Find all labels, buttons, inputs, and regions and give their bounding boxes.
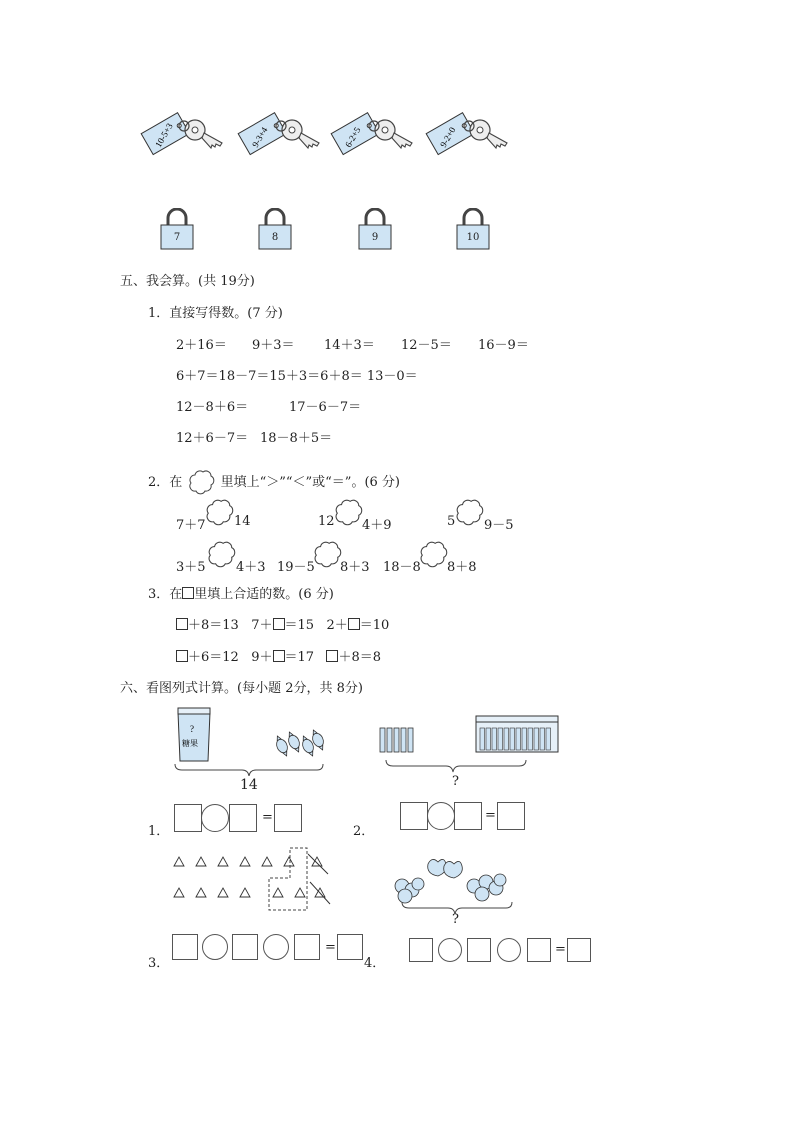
key-3: [331, 113, 412, 155]
equals-sign: =: [555, 942, 566, 957]
answer-square[interactable]: [273, 618, 285, 630]
label-4: 4．: [364, 956, 386, 971]
fruit-picture: [388, 852, 518, 916]
pencil-picture: [376, 714, 562, 774]
answer-square[interactable]: [176, 650, 188, 662]
cloud-answer-box[interactable]: [204, 496, 234, 526]
q2-left: 5: [447, 514, 456, 529]
q3-prefix: 3．在: [148, 587, 183, 602]
q1-row2: 6＋7＝18－7＝15＋3＝6＋8＝ 13－0＝: [176, 369, 418, 384]
answer-box[interactable]: [172, 934, 198, 960]
brace: [386, 760, 526, 772]
section5-title: 五、我会算。(共 19分): [120, 274, 255, 289]
q2-suffix: 里填上“＞”“＜”或“＝”。(6 分): [220, 475, 400, 490]
candy-icon: [273, 728, 327, 758]
q1-item: 12－8＋6＝: [176, 400, 249, 415]
q1-item: 17－6－7＝: [289, 400, 362, 415]
lock-icon: [258, 208, 292, 250]
fruit-icon: [395, 874, 506, 903]
operator-circle[interactable]: [427, 802, 455, 830]
candy-bag-label: 糖果: [182, 739, 198, 748]
q2-right: 4＋3: [236, 560, 266, 575]
q3-suffix: 里填上合适的数。(6 分): [194, 587, 334, 602]
key-2: [238, 113, 319, 155]
loose-pencils-icon: [380, 728, 413, 752]
q3-text: ＋6＝12: [188, 650, 239, 665]
q3-text: 7＋: [251, 618, 273, 633]
key-label-2: 9-3+4: [250, 125, 270, 149]
key-label-1: 10-5+3: [153, 121, 175, 149]
p2-total: ?: [452, 774, 459, 789]
key-label-3: 6-2+5: [343, 125, 363, 149]
answer-square[interactable]: [273, 650, 285, 662]
p4-total: ?: [452, 912, 459, 927]
lock-10: [456, 208, 490, 250]
answer-square[interactable]: [348, 618, 360, 630]
answer-box[interactable]: [567, 938, 591, 962]
answer-box[interactable]: [400, 802, 428, 830]
q3-text: ＋8＝13: [188, 618, 239, 633]
operator-circle[interactable]: [202, 934, 228, 960]
q2-left: 12: [318, 514, 335, 529]
q2-left: 18－8: [383, 560, 421, 575]
q3-text: ＝10: [359, 618, 390, 633]
dashed-region: [269, 848, 307, 910]
answer-box[interactable]: [274, 804, 302, 832]
q1-title: 1．直接写得数。(7 分): [148, 306, 283, 321]
answer-box[interactable]: [497, 802, 525, 830]
label-1: 1．: [148, 824, 170, 839]
q1-item: 12－5＝: [401, 338, 452, 353]
pencil-box-icon: [476, 716, 558, 752]
lock-number: 10: [466, 232, 480, 243]
q2-left: 19－5: [277, 560, 315, 575]
triangles-picture: [168, 846, 336, 914]
equals-sign: =: [262, 810, 273, 825]
operator-circle[interactable]: [438, 938, 462, 962]
answer-box[interactable]: [174, 804, 202, 832]
q2-title: [148, 467, 400, 495]
cloud-answer-box[interactable]: [312, 538, 342, 568]
lock-9: [358, 208, 392, 250]
keys-illustration: [140, 100, 540, 170]
lock-7: [160, 208, 194, 250]
label-3: 3．: [148, 956, 170, 971]
lock-icon: [160, 208, 194, 250]
lock-icon: [456, 208, 490, 250]
operator-circle[interactable]: [263, 934, 289, 960]
q2-right: 14: [234, 514, 251, 529]
q1-item: 2＋16＝: [176, 338, 227, 353]
equals-sign: =: [485, 808, 496, 823]
cloud-icon: [187, 467, 215, 495]
q2-right: 4＋9: [362, 518, 392, 533]
answer-box[interactable]: [454, 802, 482, 830]
lock-number: 7: [173, 232, 181, 243]
strawberry-icon: [428, 859, 463, 878]
q1-item: 12＋6－7＝: [176, 431, 249, 446]
q2-right: 8＋8: [447, 560, 477, 575]
q3-text: 2＋: [326, 618, 348, 633]
candy-bag-icon: [178, 708, 210, 761]
q1-item: 16－9＝: [478, 338, 529, 353]
operator-circle[interactable]: [201, 804, 229, 832]
answer-box[interactable]: [527, 938, 551, 962]
square-icon: [182, 587, 194, 599]
answer-box[interactable]: [337, 934, 363, 960]
q2-right: 9－5: [484, 518, 514, 533]
key-1: [141, 113, 222, 155]
q2-right: 8＋3: [340, 560, 370, 575]
cloud-answer-box[interactable]: [418, 538, 448, 568]
answer-square[interactable]: [326, 650, 338, 662]
section6-title: 六、看图列式计算。(每小题 2分，共 8分): [120, 681, 363, 696]
lock-icon: [358, 208, 392, 250]
q3-text: ＝15: [284, 618, 315, 633]
q1-item: 18－8＋5＝: [260, 431, 333, 446]
candy-picture: [172, 706, 327, 776]
lock-number: 8: [271, 232, 279, 243]
answer-square[interactable]: [176, 618, 188, 630]
q3-title: [148, 583, 334, 602]
q2-left: 3＋5: [176, 560, 206, 575]
lock-number: 9: [371, 232, 379, 243]
cloud-answer-box[interactable]: [206, 538, 236, 568]
p1-total: 14: [240, 777, 258, 793]
q3-text: ＝17: [284, 650, 315, 665]
candy-bag-question: ?: [190, 724, 194, 734]
q3-row: [176, 614, 389, 633]
answer-box[interactable]: [232, 934, 258, 960]
equals-sign: =: [325, 940, 336, 955]
brace: [175, 764, 323, 776]
q1-item: 9＋3＝: [252, 338, 295, 353]
triangle-icon: [174, 857, 325, 897]
answer-box[interactable]: [294, 934, 320, 960]
q3-text: ＋8＝8: [338, 650, 382, 665]
cloud-answer-box[interactable]: [454, 496, 484, 526]
answer-box[interactable]: [467, 938, 491, 962]
q3-row: [176, 646, 381, 665]
q2-prefix: 2．在: [148, 475, 183, 490]
q1-item: 14＋3＝: [324, 338, 375, 353]
key-4: [426, 113, 507, 155]
key-label-4: 9-2+0: [438, 125, 458, 149]
answer-box[interactable]: [229, 804, 257, 832]
answer-box[interactable]: [409, 938, 433, 962]
operator-circle[interactable]: [497, 938, 521, 962]
lock-8: [258, 208, 292, 250]
cloud-answer-box[interactable]: [333, 496, 363, 526]
q2-left: 7＋7: [176, 518, 206, 533]
q3-text: 9＋: [251, 650, 273, 665]
label-2: 2．: [353, 824, 375, 839]
